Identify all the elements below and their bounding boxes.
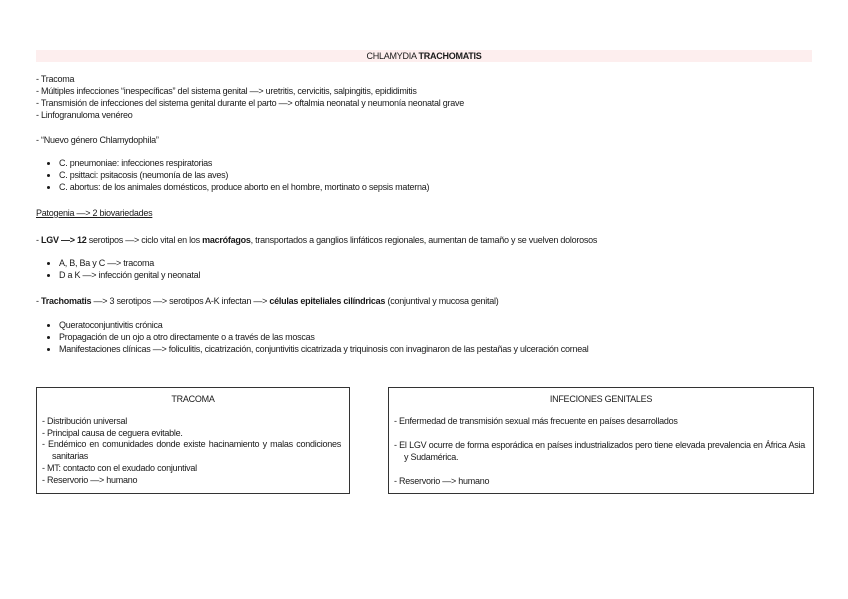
genital-item: - Enfermedad de transmisión sexual más frecuente en países desarrollados <box>394 416 678 426</box>
tracoma-item: - Reservorio —> humano <box>42 475 138 485</box>
lgv-line: - LGV —> 12 serotipos —> ciclo vital en los macrófagos, transportados a ganglios linfáticos regionales, aumentan de tamaño y se vuelven dolorosos <box>36 235 598 245</box>
genus-line: - “Nuevo género Chlamydophila” <box>36 135 159 145</box>
intro-item: - Linfogranuloma venéreo <box>36 110 133 120</box>
genital-item: - El LGV ocurre de forma esporádica en países industrializados pero tiene elevada prevalencia en África Asia y Sudamérica. <box>394 440 805 462</box>
tracoma-box-title: TRACOMA <box>171 394 215 404</box>
tracoma-item: - MT: contacto con el exudado conjuntival <box>42 463 197 473</box>
lgv-item: D a K —> infección genital y neonatal <box>46 269 200 281</box>
genus-item: C. psittaci: psitacosis (neumonía de las aves) <box>46 169 228 181</box>
tracoma-item: - Endémico en comunidades donde existe hacinamiento y malas condiciones sanitarias <box>42 439 341 461</box>
trachomatis-item: Queratoconjuntivitis crónica <box>46 319 163 331</box>
intro-item: - Transmisión de infecciones del sistema genital durante el parto —> oftalmia neonatal y neumonía neonatal grave <box>36 98 465 108</box>
genus-item: C. abortus: de los animales domésticos, produce aborto en el hombre, mortinato o sepsis materna) <box>46 181 429 193</box>
intro-item: - Múltiples infecciones “inespecíficas” del sistema genital —> uretritis, cervicitis, salpingitis, epididimitis <box>36 86 417 96</box>
trachomatis-item: Manifestaciones clínicas —> foliculitis, cicatrización, conjuntivitis cicatrizada y triquinosis con invaginaron de las pestañas y ulceración corneal <box>46 343 589 355</box>
title-bold: TRACHOMATIS <box>418 51 482 61</box>
tracoma-item: - Principal causa de ceguera evitable. <box>42 428 183 438</box>
genital-item: - Reservorio —> humano <box>394 476 490 486</box>
tracoma-item: - Distribución universal <box>42 416 128 426</box>
tracoma-box <box>36 387 350 494</box>
genital-box-title: INFECIONES GENITALES <box>549 394 653 404</box>
trachomatis-line: - Trachomatis —> 3 serotipos —> serotipos A-K infectan —> células epiteliales cilíndricas (conjuntival y mucosa genital) <box>36 296 499 306</box>
intro-item: - Tracoma <box>36 74 75 84</box>
lgv-item: A, B, Ba y C —> tracoma <box>46 257 154 269</box>
pathogenesis-heading: Patogenia —> 2 biovariedades <box>36 208 153 218</box>
genus-item: C. pneumoniae: infecciones respiratorias <box>46 157 212 169</box>
document-title <box>36 50 812 62</box>
title-prefix: CHLAMYDIA <box>366 51 419 61</box>
genital-infections-box <box>388 387 814 494</box>
trachomatis-item: Propagación de un ojo a otro directamente o a través de las moscas <box>46 331 315 343</box>
